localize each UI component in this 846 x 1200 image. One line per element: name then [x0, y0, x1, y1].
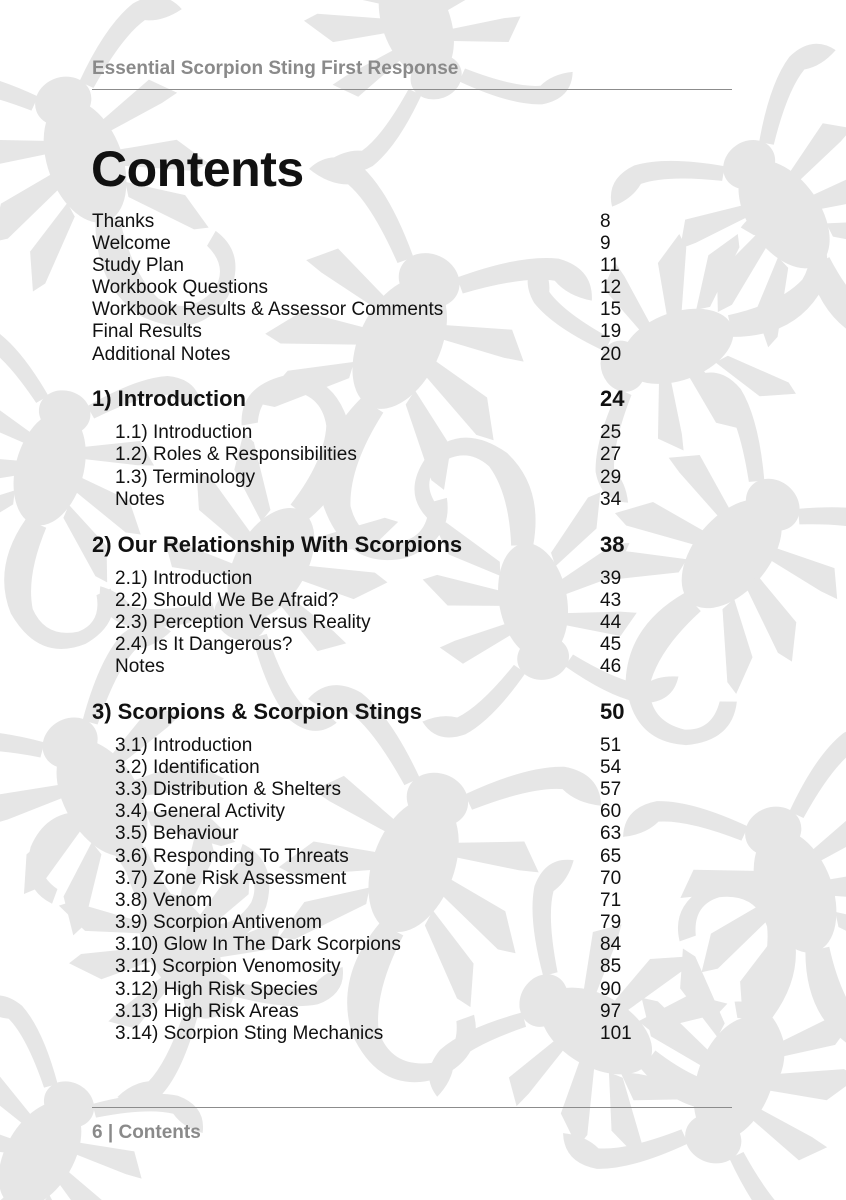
toc-entry-page: 20	[600, 344, 622, 365]
toc-section-page: 57	[600, 779, 622, 800]
toc-section-page: 71	[600, 890, 622, 911]
toc-section-entry[interactable]	[0, 801, 846, 823]
toc-section-label: 1.1) Introduction	[115, 422, 253, 443]
toc-section-page: 54	[600, 757, 622, 778]
toc-chapter-title: 2) Our Relationship With Scorpions	[92, 532, 463, 557]
toc-section-entry[interactable]	[0, 890, 846, 912]
toc-entry-page: 15	[600, 299, 622, 320]
toc-section-entry[interactable]	[0, 823, 846, 845]
toc-section-page: 29	[600, 467, 622, 488]
toc-entry-label: Welcome	[92, 233, 171, 254]
toc-section-entry[interactable]	[0, 868, 846, 890]
toc-entry-label: Final Results	[92, 321, 202, 342]
toc-entry[interactable]	[0, 233, 846, 255]
toc-section-entry[interactable]	[0, 934, 846, 956]
toc-section-entry[interactable]	[0, 912, 846, 934]
toc-section-label: 2.3) Perception Versus Reality	[115, 612, 371, 633]
page-footer	[92, 1122, 201, 1144]
toc-section-entry[interactable]	[0, 612, 846, 634]
toc-section-label: 3.12) High Risk Species	[115, 979, 318, 1000]
toc-section-entry[interactable]	[0, 779, 846, 801]
toc-section-page: 97	[600, 1001, 622, 1022]
toc-entry-label: Additional Notes	[92, 344, 231, 365]
toc-entry-page: 19	[600, 321, 622, 342]
toc-section-entry[interactable]	[0, 634, 846, 656]
toc-section-label: Notes	[115, 489, 165, 510]
toc-section-label: 3.1) Introduction	[115, 735, 253, 756]
page-title: Contents	[91, 141, 304, 197]
toc-section-entry[interactable]	[0, 568, 846, 590]
toc-section-label: 3.14) Scorpion Sting Mechanics	[115, 1023, 384, 1044]
toc-section-page: 45	[600, 634, 622, 655]
footer-section-name: Contents	[118, 1122, 201, 1143]
toc-entry-label: Study Plan	[92, 255, 184, 276]
toc-section-label: 3.11) Scorpion Venomosity	[115, 956, 341, 977]
toc-entry[interactable]	[0, 277, 846, 299]
toc-section-label: 3.13) High Risk Areas	[115, 1001, 299, 1022]
toc-section-label: 3.6) Responding To Threats	[115, 846, 349, 867]
toc-section-label: 3.5) Behaviour	[115, 823, 239, 844]
toc-entry-page: 8	[600, 211, 611, 232]
toc-chapter-page: 24	[600, 386, 625, 411]
running-header: Essential Scorpion Sting First Response	[92, 58, 459, 79]
toc-entry[interactable]	[0, 299, 846, 321]
toc-section-page: 25	[600, 422, 622, 443]
toc-chapter-page: 50	[600, 699, 625, 724]
toc-section-entry[interactable]	[0, 1001, 846, 1023]
toc-chapter-heading[interactable]	[0, 386, 846, 412]
toc-entry-label: Thanks	[92, 211, 155, 232]
toc-section-page: 101	[600, 1023, 632, 1044]
toc-section-page: 70	[600, 868, 622, 889]
toc-entry-label: Workbook Questions	[92, 277, 269, 298]
toc-entry[interactable]	[0, 255, 846, 277]
toc-entry-page: 11	[600, 255, 620, 276]
toc-section-label: 3.8) Venom	[115, 890, 213, 911]
toc-section-page: 90	[600, 979, 622, 1000]
toc-section-page: 34	[600, 489, 622, 510]
toc-section-label: 1.2) Roles & Responsibilities	[115, 444, 357, 465]
toc-entry[interactable]	[0, 344, 846, 366]
toc-section-entry[interactable]	[0, 846, 846, 868]
toc-section-page: 51	[600, 735, 622, 756]
toc-section-page: 60	[600, 801, 622, 822]
toc-section-label: 3.4) General Activity	[115, 801, 286, 822]
header-rule	[92, 89, 732, 90]
toc-section-label: 2.1) Introduction	[115, 568, 253, 589]
footer-separator: |	[107, 1122, 114, 1143]
toc-section-entry[interactable]	[0, 656, 846, 678]
toc-section-label: 3.2) Identification	[115, 757, 260, 778]
toc-chapter-heading[interactable]	[0, 532, 846, 558]
toc-section-entry[interactable]	[0, 422, 846, 444]
toc-chapter-page: 38	[600, 532, 625, 557]
toc-section-page: 27	[600, 444, 622, 465]
toc-chapter-heading[interactable]	[0, 699, 846, 725]
toc-section-page: 43	[600, 590, 622, 611]
toc-section-label: 2.4) Is It Dangerous?	[115, 634, 293, 655]
toc-section-page: 65	[600, 846, 622, 867]
toc-entry[interactable]	[0, 211, 846, 233]
toc-entry-page: 9	[600, 233, 611, 254]
toc-section-page: 85	[600, 956, 622, 977]
toc-chapter-title: 3) Scorpions & Scorpion Stings	[92, 699, 423, 724]
toc-section-entry[interactable]	[0, 467, 846, 489]
toc-section-label: 3.7) Zone Risk Assessment	[115, 868, 347, 889]
toc-section-page: 84	[600, 934, 622, 955]
toc-section-page: 44	[600, 612, 622, 633]
toc-section-entry[interactable]	[0, 489, 846, 511]
toc-entry[interactable]	[0, 321, 846, 343]
toc-chapter-title: 1) Introduction	[92, 386, 246, 411]
toc-section-page: 46	[600, 656, 622, 677]
footer-page-number: 6	[92, 1122, 103, 1143]
toc-section-label: 3.10) Glow In The Dark Scorpions	[115, 934, 401, 955]
toc-section-label: 3.3) Distribution & Shelters	[115, 779, 341, 800]
toc-section-label: 3.9) Scorpion Antivenom	[115, 912, 323, 933]
toc-section-page: 79	[600, 912, 622, 933]
toc-section-label: 1.3) Terminology	[115, 467, 256, 488]
toc-entry-page: 12	[600, 277, 622, 298]
toc-section-entry[interactable]	[0, 444, 846, 466]
toc-section-entry[interactable]	[0, 956, 846, 978]
toc-section-entry[interactable]	[0, 590, 846, 612]
toc-section-page: 39	[600, 568, 622, 589]
toc-section-entry[interactable]	[0, 1023, 846, 1045]
footer-rule	[92, 1107, 732, 1108]
toc-section-label: Notes	[115, 656, 165, 677]
toc-section-entry[interactable]	[0, 757, 846, 779]
toc-section-page: 63	[600, 823, 622, 844]
toc-section-entry[interactable]	[0, 979, 846, 1001]
toc-section-entry[interactable]	[0, 735, 846, 757]
toc-entry-label: Workbook Results & Assessor Comments	[92, 299, 444, 320]
toc-section-label: 2.2) Should We Be Afraid?	[115, 590, 339, 611]
